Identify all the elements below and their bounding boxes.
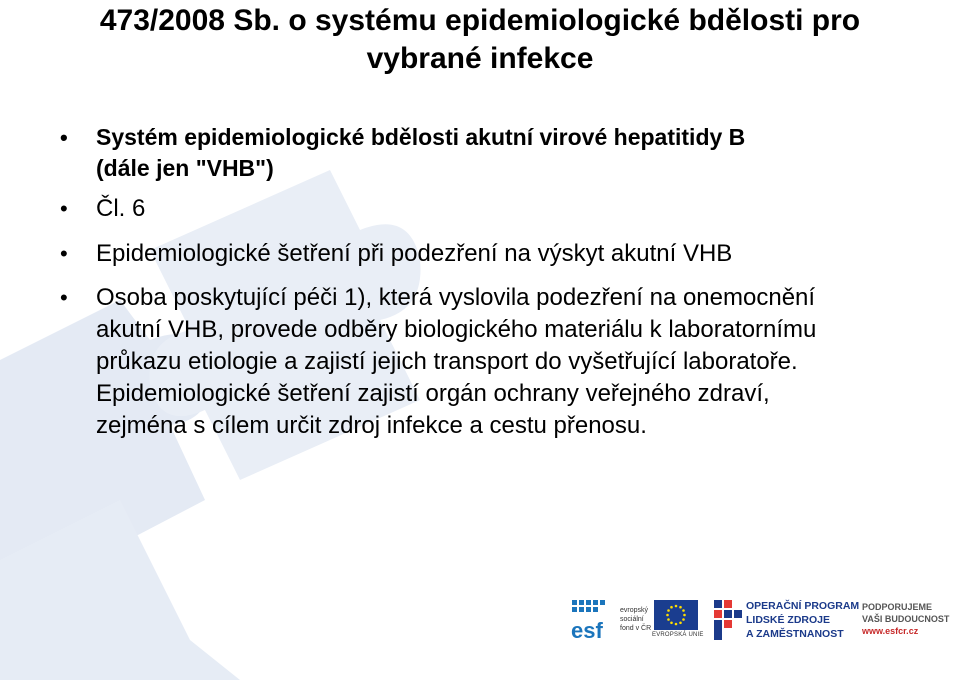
eu-label: EVROPSKÁ UNIE <box>652 632 704 638</box>
bullet-dot: • <box>60 125 68 150</box>
bullet-text-line: Epidemiologické šetření zajistí orgán ochrany veřejného zdraví, <box>96 380 770 407</box>
esf-small-text: evropský sociální fond v ČR <box>620 607 652 632</box>
op-program-text <box>746 599 859 641</box>
op-line-1: OPERAČNÍ PROGRAM <box>746 600 860 612</box>
bullet-item-investigation <box>58 238 938 270</box>
footer-logos <box>568 596 948 646</box>
esf-logo-icon <box>570 598 616 642</box>
bullet-text-line: Systém epidemiologické bdělosti akutní virové hepatitidy B <box>96 124 746 150</box>
bullet-text-line: Čl. 6 <box>96 195 146 222</box>
bullet-item-article <box>58 193 938 225</box>
slide-title <box>40 2 920 78</box>
bullet-item-provider <box>58 282 938 442</box>
bullet-text-line: zejména s cílem určit zdroj infekce a cestu přenosu. <box>96 412 647 439</box>
op-logo-icon <box>714 598 742 642</box>
title-line-1: 473/2008 Sb. o systému epidemiologické bdělosti pro <box>99 4 861 37</box>
op-line-2: LIDSKÉ ZDROJE <box>746 614 831 626</box>
support-line-1: PODPORUJEME <box>862 602 933 612</box>
bullet-dot: • <box>60 241 68 266</box>
eu-flag-icon <box>654 600 698 630</box>
bullet-text-line: Osoba poskytující péči 1), která vyslovila podezření na onemocnění <box>96 284 816 311</box>
bullet-item-system <box>58 122 938 184</box>
bullet-text-line: průkazu etiologie a zajistí jejich transport do vyšetřující laboratoře. <box>96 348 798 375</box>
bullet-dot: • <box>60 285 68 310</box>
support-text <box>862 601 949 637</box>
svg-text:esf: esf <box>571 618 603 642</box>
bullet-text-line: (dále jen "VHB") <box>96 155 274 181</box>
title-line-2: vybrané infekce <box>366 42 594 75</box>
support-line-2: VAŠI BUDOUCNOST <box>862 614 950 624</box>
bullet-text-line: Epidemiologické šetření při podezření na výskyt akutní VHB <box>96 240 733 267</box>
bullet-dot: • <box>60 196 68 221</box>
bullet-list <box>58 122 938 442</box>
op-line-3: A ZAMĚSTNANOST <box>746 628 844 640</box>
bullet-text-line: akutní VHB, provede odběry biologického materiálu k laboratornímu <box>96 316 817 343</box>
support-url: www.esfcr.cz <box>862 626 919 636</box>
